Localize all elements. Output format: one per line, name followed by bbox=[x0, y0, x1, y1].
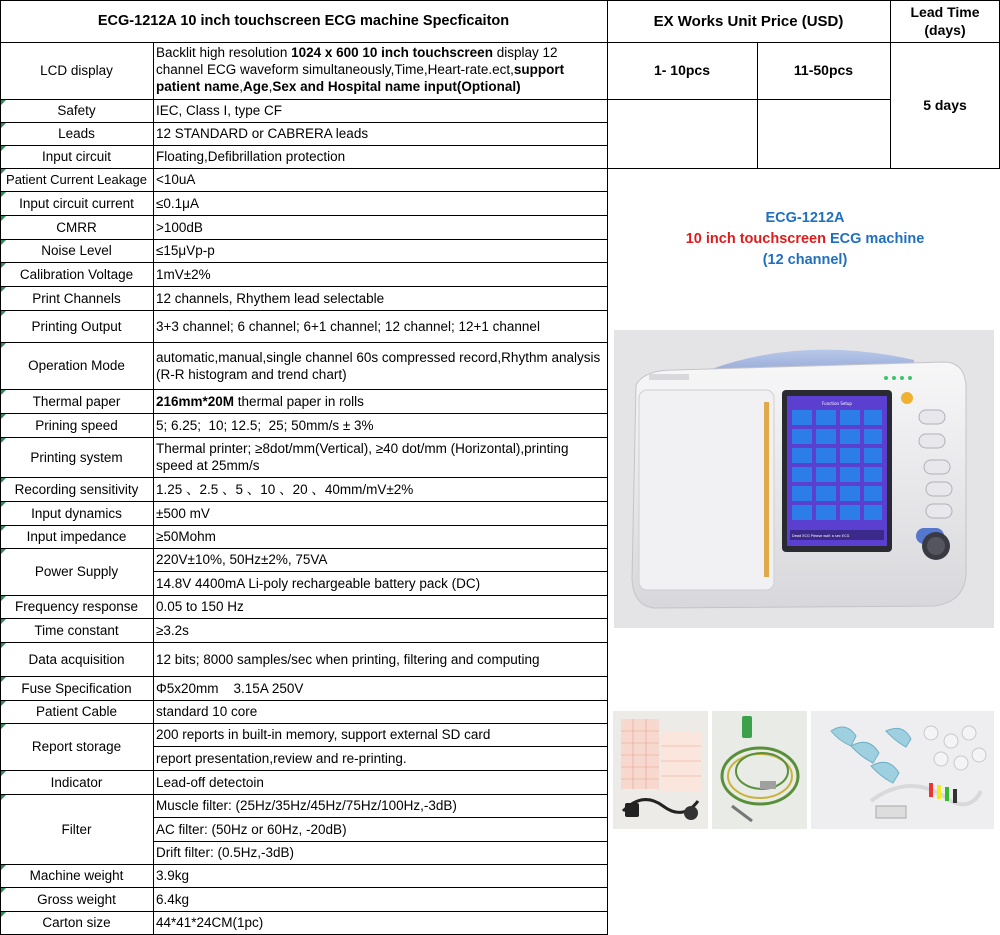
cable-label: Patient Cable bbox=[35, 704, 118, 719]
operation-label: Operation Mode bbox=[28, 358, 125, 373]
printing-system-value: Thermal printer; ≥8dot/mm(Vertical), ≥40 dot/mm (Horizontal),printing speed at 25mm/s bbox=[156, 441, 569, 473]
time-constant-label: Time constant bbox=[34, 622, 119, 638]
input-circuit-value: Floating,Defibrillation protection bbox=[156, 149, 346, 164]
sensitivity-label: Recording sensitivity bbox=[14, 481, 139, 497]
impedance-value: ≥50Mohm bbox=[156, 529, 216, 544]
product-line-3: (12 channel) bbox=[762, 252, 848, 268]
calibration-label: Calibration Voltage bbox=[19, 266, 134, 282]
price-header: EX Works Unit Price (USD) bbox=[653, 12, 844, 30]
leads-value: 12 STANDARD or CABRERA leads bbox=[156, 126, 369, 141]
safety-label: Safety bbox=[57, 103, 96, 118]
paper-rolls-photo bbox=[613, 711, 708, 829]
cmrr-value: >100dB bbox=[156, 219, 203, 235]
dynamics-value: ±500 mV bbox=[156, 505, 210, 521]
input-circuit-label: Input circuit bbox=[41, 149, 112, 164]
leakage-value: <10uA bbox=[156, 172, 196, 187]
gross-weight-label: Gross weight bbox=[37, 891, 116, 907]
lead-time-header: Lead Time (days) bbox=[910, 4, 980, 38]
time-constant-value: ≥3.2s bbox=[156, 622, 189, 638]
indicator-value: Lead-off detectoin bbox=[156, 774, 264, 790]
filter-ac-value: AC filter: (50Hz or 60Hz, -20dB) bbox=[156, 821, 347, 837]
storage-report-value: report presentation,review and re-printing. bbox=[156, 750, 407, 766]
svg-text:Function Setup: Function Setup bbox=[822, 401, 852, 406]
storage-memory-value: 200 reports in built-in memory, support external SD card bbox=[156, 727, 491, 742]
paper-value: 216mm*20M thermal paper in rolls bbox=[156, 393, 364, 409]
lcd-value: Backlit high resolution 1024 x 600 10 inch touchscreen display 12 channel ECG waveform simultaneously,Time,Heart-rate.ect,support patient name,Age,Sex and Hospital name input(Optional) bbox=[156, 45, 565, 94]
cmrr-label: CMRR bbox=[56, 219, 97, 235]
fuse-label: Fuse Specification bbox=[21, 680, 132, 696]
filter-drift-value: Drift filter: (0.5Hz,-3dB) bbox=[156, 845, 295, 860]
noise-label: Noise Level bbox=[41, 243, 112, 258]
dynamics-label: Input dynamics bbox=[31, 505, 122, 521]
print-channels-value: 12 channels, Rhythem lead selectable bbox=[156, 290, 385, 306]
power-label: Power Supply bbox=[34, 564, 119, 579]
product-line-2: 10 inch touchscreen ECG machine bbox=[685, 231, 925, 247]
safety-value: IEC, Class I, type CF bbox=[156, 103, 283, 118]
cable-icon bbox=[712, 711, 807, 829]
acquisition-value: 12 bits; 8000 samples/sec when printing, filtering and computing bbox=[156, 651, 540, 667]
calibration-value: 1mV±2% bbox=[156, 266, 211, 282]
electrode-icon bbox=[811, 711, 994, 829]
lead-time-value: 5 days bbox=[923, 96, 967, 113]
cable-value: standard 10 core bbox=[156, 704, 258, 719]
frequency-label: Frequency response bbox=[14, 599, 139, 614]
printing-output-label: Printing Output bbox=[31, 318, 122, 334]
gross-weight-value: 6.4kg bbox=[156, 891, 190, 907]
filter-muscle-value: Muscle filter: (25Hz/35Hz/45Hz/75Hz/100Hz,-3dB) bbox=[156, 798, 457, 813]
fuse-value: Φ5x20mm 3.15A 250V bbox=[156, 680, 304, 696]
leakage-label: Patient Current Leakage bbox=[6, 172, 147, 187]
speed-value: 5; 6.25; 10; 12.5; 25; 50mm/s ± 3% bbox=[156, 417, 374, 433]
machine-weight-label: Machine weight bbox=[29, 868, 124, 883]
sensitivity-value: 1.25 、2.5 、5 、10 、20 、40mm/mV±2% bbox=[156, 481, 414, 497]
noise-value: ≤15μVp-p bbox=[156, 243, 215, 258]
storage-label: Report storage bbox=[31, 739, 122, 754]
ecg-machine-icon bbox=[614, 330, 994, 628]
sheet-title: ECG-1212A 10 inch touchscreen ECG machine Specficaiton bbox=[97, 12, 510, 29]
price-tier-2: 11-50pcs bbox=[793, 62, 854, 78]
leads-label: Leads bbox=[58, 126, 95, 141]
impedance-label: Input impedance bbox=[26, 529, 127, 544]
product-caption bbox=[610, 208, 1000, 271]
machine-weight-value: 3.9kg bbox=[156, 868, 190, 883]
speed-label: Prining speed bbox=[35, 417, 118, 433]
input-current-label: Input circuit current bbox=[19, 195, 134, 211]
svg-text:Dead ECG Please wait a sec EC: Dead ECG Please wait a sec ECG bbox=[792, 534, 850, 538]
printing-output-value: 3+3 channel; 6 channel; 6+1 channel; 12 channel; 12+1 channel bbox=[156, 318, 540, 334]
power-ac-value: 220V±10%, 50Hz±2%, 75VA bbox=[156, 552, 328, 567]
lcd-label: LCD display bbox=[40, 63, 113, 78]
price-tier-1: 1- 10pcs bbox=[653, 62, 711, 78]
input-current-value: ≤0.1μA bbox=[156, 195, 199, 211]
acquisition-label: Data acquisition bbox=[28, 651, 125, 667]
indicator-label: Indicator bbox=[50, 774, 103, 790]
print-channels-label: Print Channels bbox=[32, 290, 121, 306]
power-battery-value: 14.8V 4400mA Li-poly rechargeable battery pack (DC) bbox=[156, 575, 481, 591]
printing-system-label: Printing system bbox=[30, 449, 123, 465]
electrodes-cable-photo bbox=[811, 711, 994, 829]
paper-label: Thermal paper bbox=[32, 393, 121, 409]
operation-value: automatic,manual,single channel 60s compressed record,Rhythm analysis (R-R histogram and trend chart) bbox=[156, 349, 601, 382]
frequency-value: 0.05 to 150 Hz bbox=[156, 599, 244, 614]
paper-roll-icon bbox=[613, 711, 708, 829]
carton-value: 44*41*24CM(1pc) bbox=[156, 915, 264, 930]
product-model: ECG-1212A bbox=[765, 210, 845, 226]
ecg-machine-photo bbox=[614, 330, 994, 628]
carton-label: Carton size bbox=[42, 915, 111, 930]
filter-label: Filter bbox=[61, 821, 92, 837]
ground-cable-photo bbox=[712, 711, 807, 829]
